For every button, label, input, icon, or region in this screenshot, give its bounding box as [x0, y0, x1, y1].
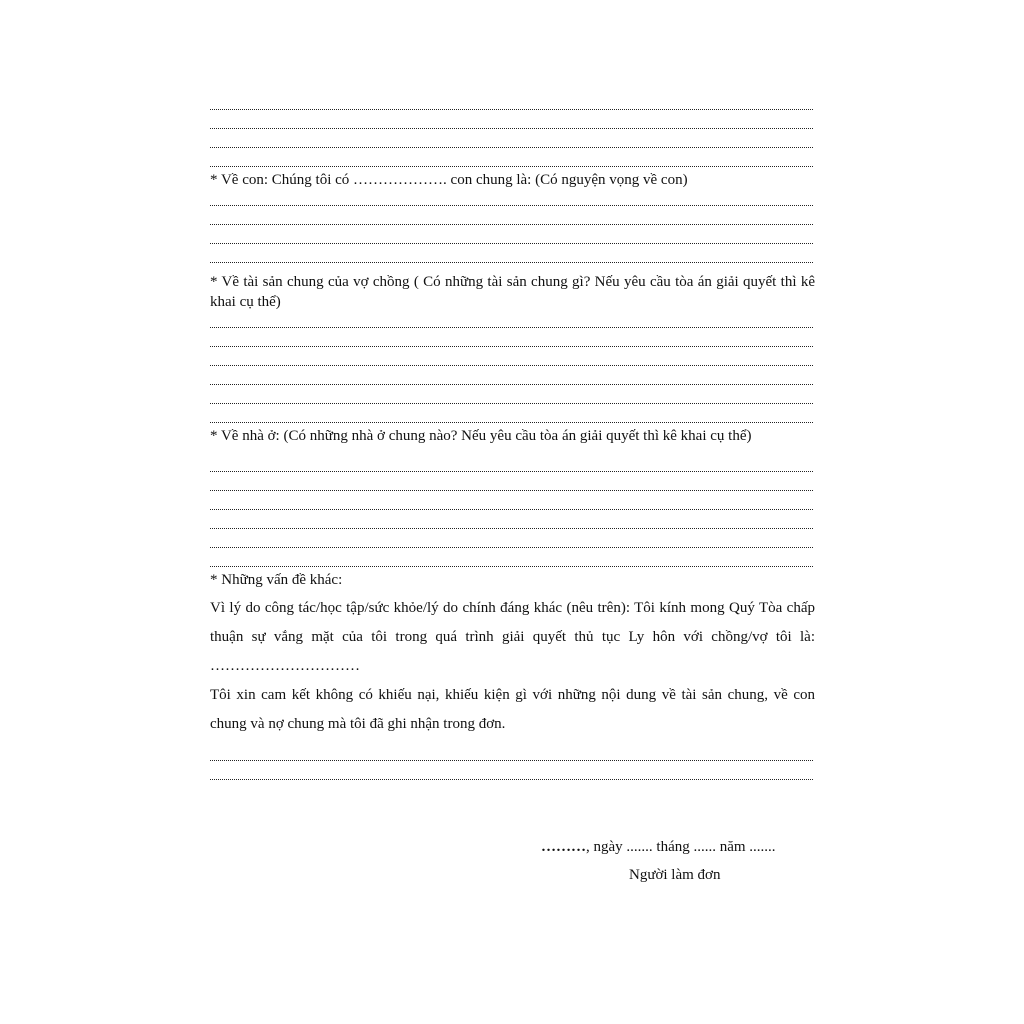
blank-line[interactable]: [210, 228, 815, 247]
blank-line[interactable]: [210, 745, 815, 764]
blank-line[interactable]: [210, 513, 815, 532]
blank-line[interactable]: [210, 247, 815, 266]
blank-line[interactable]: [210, 132, 815, 151]
blank-line[interactable]: [210, 456, 815, 475]
signature-block: [541, 836, 831, 886]
section-children-label: * Về con: Chúng tôi có ………………. con chung là: (Có nguyện vọng về con): [210, 172, 688, 188]
section-property-label: * Về tài sản chung của vợ chồng ( Có những tài sản chung gì? Nếu yêu cầu tòa án giải quyết thì kê khai cụ thể): [210, 274, 815, 310]
blank-line[interactable]: [210, 369, 815, 388]
absence-request-paragraph: Vì lý do công tác/học tập/sức khỏe/lý do chính đáng khác (nêu trên): Tôi kính mong Quý Tòa chấp thuận sự vắng mặt của tôi trong quá trình giải quyết thủ tục Ly hôn với chồng/vợ tôi là: …………………………: [210, 600, 815, 674]
blank-line[interactable]: [210, 494, 815, 513]
applicant-label: Người làm đơn: [629, 867, 721, 883]
blank-line[interactable]: [210, 331, 815, 350]
blank-line[interactable]: [210, 113, 815, 132]
section-other-label: * Những vấn đề khác:: [210, 572, 343, 588]
blank-line[interactable]: [210, 475, 815, 494]
date-text: , ngày ....... tháng ...... năm .......: [586, 839, 776, 855]
blank-line[interactable]: [210, 764, 815, 783]
blank-line[interactable]: [210, 94, 815, 113]
blank-line[interactable]: [210, 190, 815, 209]
place-blank[interactable]: ………: [541, 839, 586, 855]
blank-line[interactable]: [210, 312, 815, 331]
blank-line[interactable]: [210, 350, 815, 369]
date-line: [541, 836, 831, 858]
blank-line[interactable]: [210, 209, 815, 228]
section-house-label: * Về nhà ở: (Có những nhà ở chung nào? Nếu yêu cầu tòa án giải quyết thì kê khai cụ thể): [210, 428, 752, 444]
commitment-paragraph: Tôi xin cam kết không có khiếu nại, khiếu kiện gì với những nội dung về tài sản chung, về con chung và nợ chung mà tôi đã ghi nhận trong đơn.: [210, 687, 815, 732]
blank-line[interactable]: [210, 388, 815, 407]
blank-line[interactable]: [210, 151, 815, 170]
form-body: [210, 94, 815, 783]
blank-line[interactable]: [210, 407, 815, 426]
blank-line[interactable]: [210, 551, 815, 570]
blank-line[interactable]: [210, 532, 815, 551]
